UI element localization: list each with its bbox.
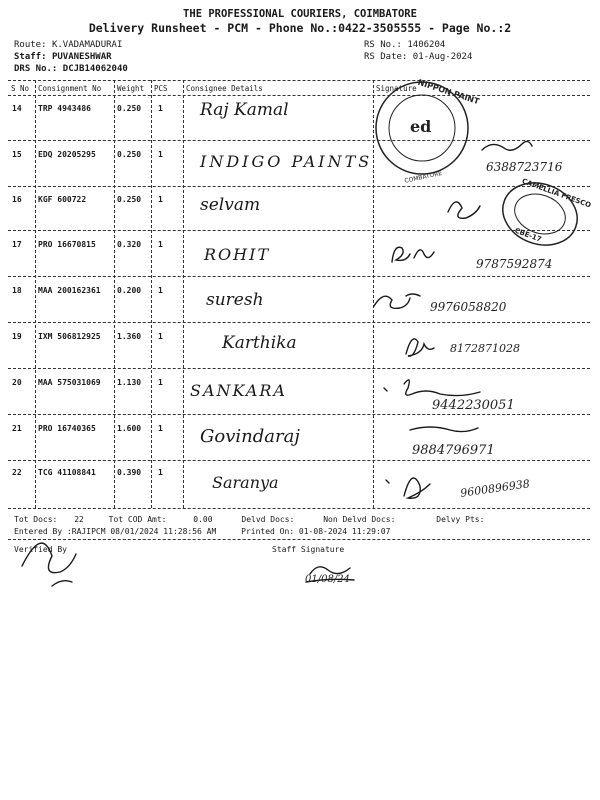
- printed-on: Printed On: 01-08-2024 11:29:07: [241, 527, 391, 536]
- cell-pcs: 1: [158, 286, 163, 295]
- svg-text:ed: ed: [410, 117, 432, 136]
- cell-pcs: 1: [158, 104, 163, 113]
- cell-sno: 21: [12, 424, 22, 433]
- cell-consignee-handwritten: selvam: [200, 195, 261, 215]
- col-header-sno: S No: [11, 84, 30, 93]
- signature-phone: 8172871028: [450, 342, 520, 355]
- entered-printed-line: [14, 527, 390, 536]
- rs-no-label: RS No.:: [364, 40, 402, 50]
- route-value: K.VADAMADURAI: [51, 40, 123, 50]
- tot-cod-label: Tot COD Amt:: [108, 515, 167, 524]
- cell-pcs: 1: [158, 424, 163, 433]
- runsheet-subtitle: Delivery Runsheet - PCM - Phone No.:0422-3505555 - Page No.:2: [88, 21, 512, 35]
- cell-consignee-handwritten: Saranya: [212, 473, 279, 492]
- cell-consignee-handwritten: Raj Kamal: [200, 100, 289, 120]
- delvd-label: Delvd Docs:: [241, 515, 295, 524]
- cell-weight: 0.250: [117, 104, 142, 113]
- cell-weight: 0.200: [117, 286, 142, 295]
- cell-weight: 1.360: [117, 332, 142, 341]
- cell-sno: 15: [12, 150, 22, 159]
- cell-consignment: TRP 4943486: [38, 104, 91, 113]
- signature-phone: 9442230051: [432, 398, 515, 413]
- cell-weight: 0.320: [117, 240, 142, 249]
- col-header-pcs: PCS: [154, 84, 168, 93]
- footer-rule: [8, 539, 590, 540]
- company-title: THE PROFESSIONAL COURIERS, COIMBATORE: [183, 8, 417, 20]
- tot-docs-label: Tot Docs:: [14, 515, 58, 524]
- staff-signature-label: Staff Signature: [272, 545, 345, 554]
- entered-by: Entered By :RAJIPCM 08/01/2024 11:28:56 AM: [14, 527, 217, 536]
- col-header-weight: Weight: [117, 84, 145, 93]
- cell-consignment: TCG 41108841: [38, 468, 96, 477]
- cell-consignee-handwritten: suresh: [206, 290, 264, 310]
- cell-consignee-handwritten: Karthika: [222, 333, 297, 353]
- signature-phone: 9787592874: [476, 257, 553, 271]
- col-header-consignee: Consignee Details: [186, 84, 263, 93]
- staff-label: Staff:: [14, 52, 47, 62]
- stamp-text-bottom: CBE-17: [513, 226, 543, 244]
- camellia-stamp: [494, 173, 592, 255]
- rs-no-value: 1406204: [407, 40, 446, 50]
- cell-consignment: MAA 575031069: [38, 378, 101, 387]
- cell-pcs: 1: [158, 468, 163, 477]
- cell-sno: 18: [12, 286, 22, 295]
- cell-consignee-handwritten: SANKARA: [190, 381, 287, 400]
- cell-weight: 0.250: [117, 150, 142, 159]
- stamp-text-bottom: COMBATORE: [403, 169, 443, 185]
- col-header-consignment: Consignment No: [38, 84, 102, 93]
- cell-pcs: 1: [158, 150, 163, 159]
- route-label: Route:: [14, 40, 47, 50]
- cell-consignment: MAA 200162361: [38, 286, 101, 295]
- stamp-text-top: CAMELLIA FRESCO: [520, 177, 592, 210]
- cell-weight: 0.250: [117, 195, 142, 204]
- cell-pcs: 1: [158, 195, 163, 204]
- cell-weight: 1.600: [117, 424, 142, 433]
- cell-weight: 1.130: [117, 378, 142, 387]
- round-seal-stamp: [376, 78, 481, 185]
- rs-date-label: RS Date:: [364, 52, 408, 62]
- cell-consignment: PRO 16740365: [38, 424, 96, 433]
- cell-consignment: KGF 600722: [38, 195, 87, 204]
- cell-consignee-handwritten: ROHIT: [204, 245, 271, 264]
- cell-sno: 16: [12, 195, 22, 204]
- cell-weight: 0.390: [117, 468, 142, 477]
- tot-docs-value: 22: [74, 515, 84, 524]
- cell-consignee-handwritten: INDIGO PAINTS: [200, 152, 373, 171]
- cell-consignment: PRO 16670815: [38, 240, 96, 249]
- cell-consignment: EDQ 20205295: [38, 150, 96, 159]
- cell-pcs: 1: [158, 332, 163, 341]
- signature-phone: 9976058820: [430, 300, 507, 314]
- drs-label: DRS No.:: [14, 64, 58, 74]
- cell-consignee-handwritten: Govindaraj: [200, 426, 300, 447]
- cell-pcs: 1: [158, 378, 163, 387]
- drs-value: DCJB14062040: [62, 64, 128, 74]
- signature-phone: 9600896938: [459, 477, 531, 500]
- rs-date-value: 01-Aug-2024: [412, 52, 473, 62]
- cell-sno: 19: [12, 332, 22, 341]
- delvy-pts-label: Delvy Pts:: [436, 515, 485, 524]
- cell-sno: 17: [12, 240, 22, 249]
- signature-phone: 6388723716: [486, 160, 563, 174]
- cell-pcs: 1: [158, 240, 163, 249]
- non-delvd-label: Non Delvd Docs:: [323, 515, 396, 524]
- staff-value: PUVANESHWAR: [51, 52, 112, 62]
- cell-consignment: IXM 506812925: [38, 332, 101, 341]
- cell-sno: 20: [12, 378, 22, 387]
- tot-cod-value: 0.00: [193, 515, 213, 524]
- cell-sno: 14: [12, 104, 22, 113]
- cell-sno: 22: [12, 468, 22, 477]
- totals-line: [14, 515, 484, 524]
- signature-phone: 9884796971: [412, 443, 495, 458]
- verified-by-label: Verified By: [14, 545, 67, 554]
- staff-sig-date: 01/08/24: [305, 574, 350, 585]
- stamp-text-top: NIPPON PAINT: [416, 77, 481, 107]
- col-header-signature: Signature: [376, 84, 417, 93]
